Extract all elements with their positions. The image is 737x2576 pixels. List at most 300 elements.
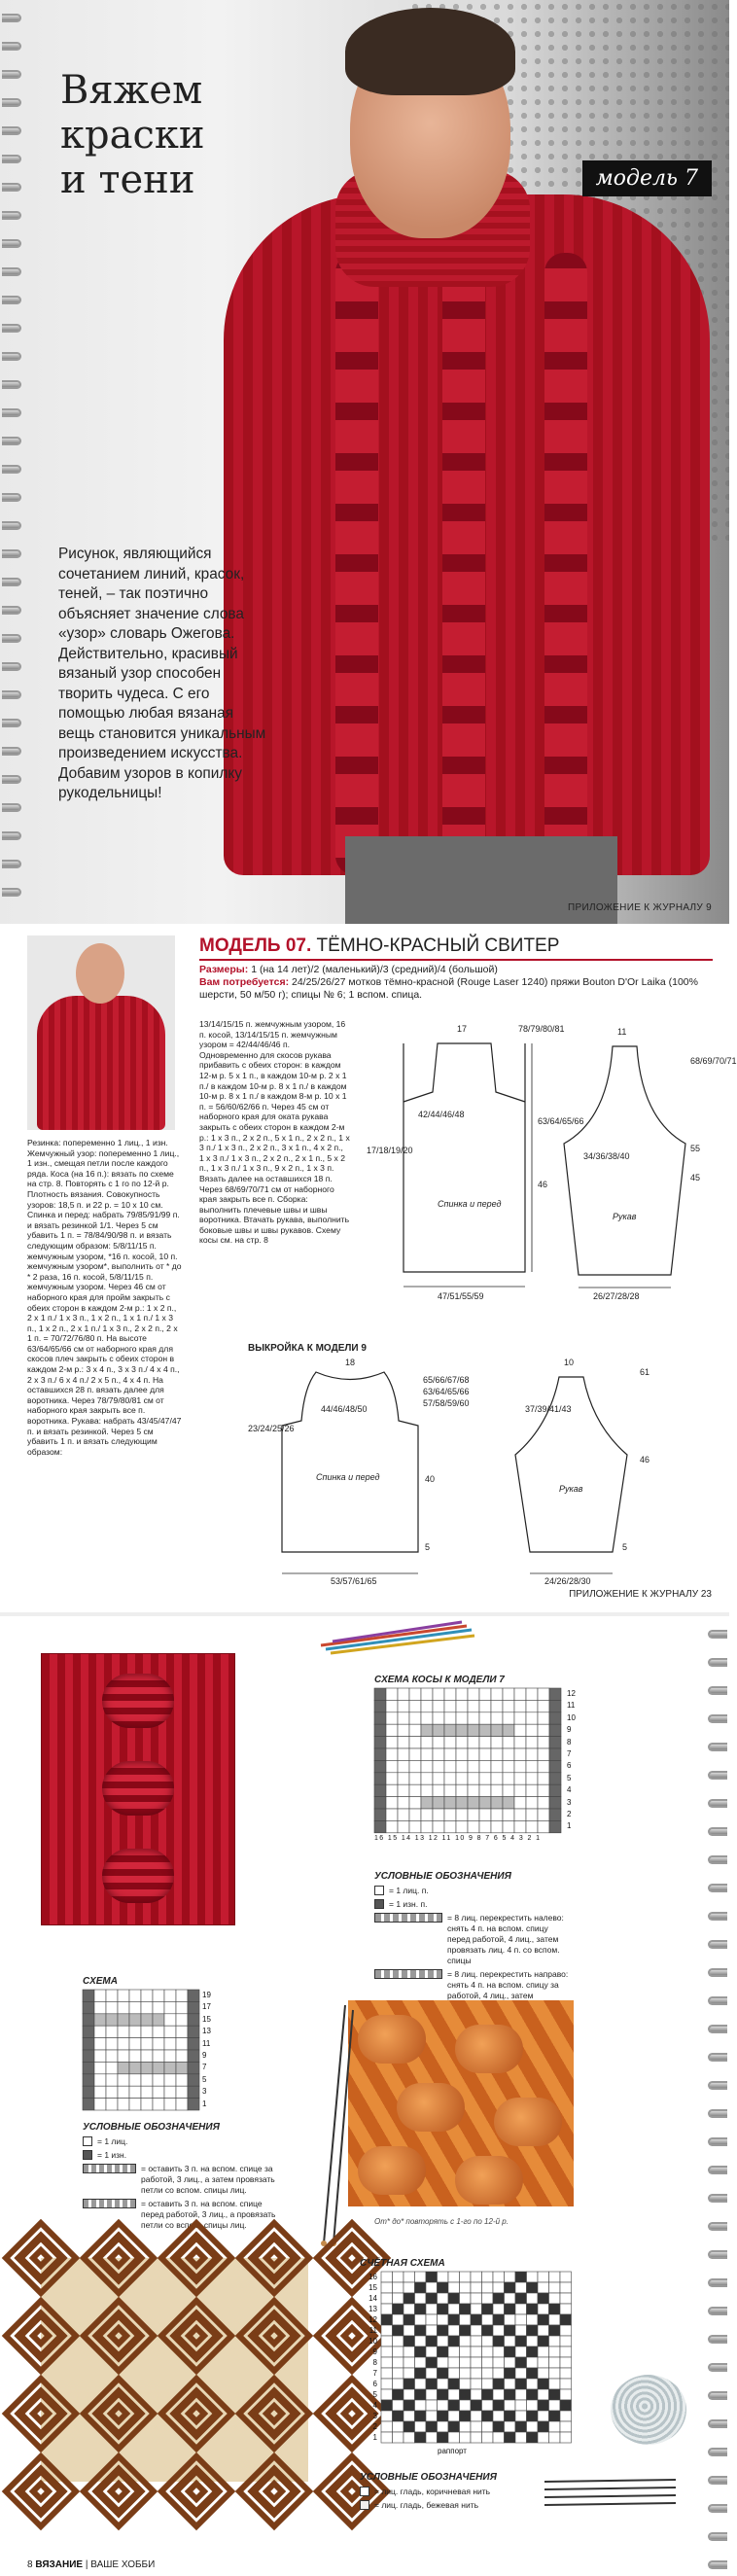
spiral-ring	[2, 860, 21, 868]
row-number: 15	[368, 2283, 377, 2292]
chart-cell	[386, 1809, 398, 1820]
schema-cell	[176, 2050, 188, 2062]
count-cell	[448, 2368, 460, 2379]
chart-cell	[514, 1712, 526, 1724]
count-cell	[426, 2432, 438, 2443]
chart-cell	[526, 1700, 538, 1711]
chart-cell	[479, 1820, 491, 1832]
count-cell	[560, 2368, 572, 2379]
diamond-shape	[19, 2314, 62, 2357]
chart-cell	[549, 1688, 561, 1700]
spiral-ring	[708, 1771, 727, 1780]
chart-cell	[468, 1737, 479, 1748]
chart-cell	[538, 1688, 549, 1700]
count-cell	[549, 2421, 561, 2432]
diamond-shape	[175, 2314, 218, 2357]
count-cell	[493, 2314, 505, 2325]
count-cell	[549, 2293, 561, 2304]
spiral-ring	[2, 831, 21, 840]
chart-cell	[503, 1700, 514, 1711]
brown-symbol	[360, 2487, 369, 2496]
diamond-shape	[175, 2237, 218, 2279]
diamond-shape	[266, 2250, 282, 2266]
chart-cell	[444, 1700, 456, 1711]
schema-cell	[188, 2050, 199, 2062]
spiral-ring	[708, 1884, 727, 1892]
chart-cell	[421, 1724, 433, 1736]
count-cell	[482, 2347, 494, 2357]
spiral-ring	[2, 239, 21, 248]
count-cell	[448, 2347, 460, 2357]
count-cell	[549, 2304, 561, 2314]
chart-cell	[526, 1797, 538, 1809]
count-cell	[515, 2432, 527, 2443]
chart-cell	[538, 1724, 549, 1736]
dpn-needles	[544, 2472, 681, 2511]
vykroyka-body	[248, 1358, 470, 1586]
count-cell	[438, 2293, 449, 2304]
row-number: 6	[372, 2380, 377, 2388]
sleeve-schematic	[554, 1027, 737, 1309]
cable-bump	[397, 2083, 465, 2132]
chart-cell	[444, 1760, 456, 1772]
chart-cell	[433, 1773, 444, 1784]
count-cell	[549, 2282, 561, 2293]
count-cell	[471, 2293, 482, 2304]
count-cell	[415, 2347, 427, 2357]
chart-cell	[549, 1712, 561, 1724]
spiral-ring	[708, 1912, 727, 1921]
legend-text: = 8 лиц. перекрестить налево: снять 4 п. на вспом. спицу перед работой, 4 лиц., затем провязать лиц. 4 п. со вспом. спицы	[447, 1913, 564, 1965]
spiral-ring	[708, 1996, 727, 2005]
count-cell	[515, 2389, 527, 2400]
chart-cell	[538, 1784, 549, 1796]
legend-title: УСЛОВНЫЕ ОБОЗНАЧЕНИЯ	[374, 1871, 511, 1882]
cross-back-symbol	[83, 2164, 136, 2173]
chart-cell	[398, 1688, 409, 1700]
count-cell	[505, 2272, 516, 2282]
count-cell	[482, 2304, 494, 2314]
count-cell	[404, 2411, 415, 2421]
diamond-shape	[189, 2406, 204, 2421]
count-cell	[404, 2432, 415, 2443]
schema-cell	[118, 2099, 129, 2110]
row-number: 13	[202, 2027, 211, 2036]
schema-cell	[176, 2086, 188, 2098]
diamond-shape	[189, 2484, 204, 2499]
chart-cell	[479, 1773, 491, 1784]
count-cell	[438, 2325, 449, 2336]
count-cell	[381, 2368, 393, 2379]
model-badge: модель 7	[582, 160, 712, 196]
count-cell	[393, 2368, 404, 2379]
spiral-ring	[2, 296, 21, 304]
spiral-ring	[708, 2419, 727, 2428]
count-cell	[393, 2282, 404, 2293]
chart-cell	[538, 1700, 549, 1711]
count-cell	[448, 2336, 460, 2347]
spiral-ring	[2, 578, 21, 586]
sizes-label: Размеры:	[199, 964, 249, 975]
chart-cell	[433, 1712, 444, 1724]
count-cell	[527, 2389, 539, 2400]
count-cell	[460, 2400, 472, 2411]
count-cell	[415, 2304, 427, 2314]
count-cell	[482, 2432, 494, 2443]
chart-cell	[503, 1820, 514, 1832]
schema-cell	[141, 2086, 153, 2098]
count-cell	[438, 2389, 449, 2400]
schema-cell	[188, 2038, 199, 2050]
cable-bump	[455, 2025, 523, 2073]
magazine-name: ВЯЗАНИЕ	[35, 2559, 84, 2570]
spiral-ring	[2, 803, 21, 812]
count-cell	[560, 2400, 572, 2411]
purl-symbol	[83, 2150, 92, 2160]
chart-cell	[514, 1737, 526, 1748]
count-cell	[527, 2357, 539, 2368]
count-cell	[482, 2368, 494, 2379]
diamond-shape	[19, 2392, 62, 2435]
vyk-dim-bottom: 53/57/61/65	[331, 1576, 377, 1586]
row-number: 3	[372, 2412, 377, 2420]
chart-cell	[538, 1809, 549, 1820]
count-cell	[493, 2368, 505, 2379]
spiral-ring	[2, 211, 21, 220]
schema-cell	[188, 2026, 199, 2037]
chart-cell	[491, 1809, 503, 1820]
count-cell	[493, 2304, 505, 2314]
count-cell	[448, 2357, 460, 2368]
count-cell	[393, 2400, 404, 2411]
spiral-binding	[704, 1616, 729, 2576]
cable-bump	[358, 2146, 426, 2195]
model-title	[199, 935, 559, 957]
schema-cell	[118, 2038, 129, 2050]
row-number: 5	[372, 2390, 377, 2399]
spiral-ring	[2, 14, 21, 22]
chart-cell	[386, 1797, 398, 1809]
schema-cell	[118, 1990, 129, 2001]
schema-cell	[153, 2074, 164, 2086]
vyk-sleeve-bottom: 24/26/28/30	[544, 1576, 591, 1586]
count-cell	[393, 2336, 404, 2347]
diamond-shape	[253, 2314, 296, 2357]
count-cell	[415, 2432, 427, 2443]
count-cell	[393, 2432, 404, 2443]
spiral-ring	[2, 493, 21, 502]
count-cell	[460, 2293, 472, 2304]
legend-item	[374, 1886, 569, 1896]
chart-cell	[491, 1712, 503, 1724]
count-cell	[415, 2400, 427, 2411]
chart-cell	[409, 1737, 421, 1748]
spiral-ring	[2, 42, 21, 51]
chart-cell	[374, 1748, 386, 1760]
spiral-ring	[708, 2137, 727, 2146]
count-cell	[381, 2293, 393, 2304]
diamond-shape	[97, 2392, 140, 2435]
row-number: 9	[567, 1725, 572, 1735]
count-cell	[393, 2325, 404, 2336]
legend-item	[83, 2150, 277, 2161]
schema-cell	[129, 2074, 141, 2086]
schema-cell	[141, 2038, 153, 2050]
chart-cell	[491, 1688, 503, 1700]
chart-cell	[479, 1724, 491, 1736]
diamond-shape	[266, 2484, 282, 2499]
count-cell	[471, 2304, 482, 2314]
count-cell	[381, 2432, 393, 2443]
schema-cell	[176, 1990, 188, 2001]
schema-cell	[94, 2074, 106, 2086]
legend-text: = 1 лиц. п.	[389, 1886, 429, 1895]
chart-cell	[514, 1700, 526, 1711]
legend-text: = лиц. гладь, коричневая нить	[374, 2487, 491, 2496]
chart-cell	[514, 1688, 526, 1700]
dim-bottom: 47/51/55/59	[438, 1291, 484, 1301]
count-cell	[482, 2400, 494, 2411]
count-cell	[460, 2411, 472, 2421]
count-cell	[448, 2411, 460, 2421]
count-cell	[515, 2314, 527, 2325]
page-footer: ПРИЛОЖЕНИЕ К ЖУРНАЛУ 23	[569, 1589, 712, 1600]
count-cell	[471, 2389, 482, 2400]
count-cell	[426, 2389, 438, 2400]
count-cell	[471, 2347, 482, 2357]
model-hair	[345, 8, 515, 95]
chart-cell	[456, 1712, 468, 1724]
legend-text: = оставить 3 п. на вспом. спице за работой, 3 лиц., а затем провязать петли со вспом. спицы лиц.	[141, 2164, 275, 2195]
count-cell	[448, 2379, 460, 2389]
legend-title: УСЛОВНЫЕ ОБОЗНАЧЕНИЯ	[83, 2122, 220, 2133]
spiral-ring	[708, 1940, 727, 1949]
row-number: 1	[372, 2433, 377, 2442]
schema-cell	[83, 2062, 94, 2073]
vyk-sleeve-width: 37/39/41/43	[525, 1404, 572, 1414]
diamond-shape	[253, 2470, 296, 2513]
cable-chart	[374, 1688, 576, 1863]
count-cell	[460, 2389, 472, 2400]
spiral-ring	[708, 1968, 727, 1977]
chart-cell	[526, 1820, 538, 1832]
schema-cell	[106, 2001, 118, 2013]
dim-sleeve-h2: 45	[690, 1173, 701, 1182]
count-cell	[527, 2347, 539, 2357]
count-cell	[448, 2432, 460, 2443]
count-cell	[538, 2389, 549, 2400]
legend-text: = 1 изн. п.	[389, 1899, 428, 1909]
count-cell	[404, 2357, 415, 2368]
spiral-ring	[2, 380, 21, 389]
spiral-ring	[2, 155, 21, 163]
vyk-body-label: Спинка и перед	[316, 1472, 380, 1482]
legend-item	[83, 2164, 277, 2196]
chart-cell	[503, 1809, 514, 1820]
chart-cell	[444, 1748, 456, 1760]
dim-armhole: 63/64/65/66	[538, 1116, 584, 1126]
schema-cell	[118, 2062, 129, 2073]
count-cell	[560, 2325, 572, 2336]
schema-cell	[94, 2026, 106, 2037]
sweater-thumbnail	[37, 996, 165, 1130]
pattern-section	[0, 932, 737, 1612]
count-cell	[505, 2357, 516, 2368]
row-number: 2	[567, 1810, 572, 1819]
schema-cell	[141, 2050, 153, 2062]
chart-cell	[433, 1737, 444, 1748]
count-cell	[493, 2282, 505, 2293]
cable-col-numbers: 16 15 14 13 12 11 10 9 8 7 6 5 4 3 2 1	[374, 1835, 542, 1842]
chart-cell	[526, 1688, 538, 1700]
diamond-pattern-swatch	[41, 2258, 308, 2482]
chart-cell	[456, 1784, 468, 1796]
spiral-ring	[2, 888, 21, 897]
count-cell	[404, 2282, 415, 2293]
chart-cell	[409, 1784, 421, 1796]
count-cell	[415, 2325, 427, 2336]
count-cell	[482, 2379, 494, 2389]
row-number: 2	[372, 2422, 377, 2431]
chart-cell	[468, 1712, 479, 1724]
count-cell	[549, 2336, 561, 2347]
chart-cell	[538, 1748, 549, 1760]
chart-cell	[526, 1784, 538, 1796]
schema-cell	[106, 1990, 118, 2001]
chart-cell	[491, 1748, 503, 1760]
count-cell	[538, 2432, 549, 2443]
row-number: 6	[567, 1761, 572, 1771]
row-number: 3	[202, 2087, 207, 2097]
spiral-ring	[2, 437, 21, 445]
count-cell	[549, 2411, 561, 2421]
schema-cell	[83, 2050, 94, 2062]
chart-cell	[468, 1700, 479, 1711]
row-number: 7	[372, 2369, 377, 2378]
schema-cell	[153, 2038, 164, 2050]
count-cell	[527, 2282, 539, 2293]
schema-cell	[164, 2062, 176, 2073]
cross-left-symbol	[374, 1913, 442, 1923]
count-cell	[438, 2347, 449, 2357]
schema-cell	[118, 2086, 129, 2098]
spiral-ring	[708, 2025, 727, 2033]
count-cell	[381, 2314, 393, 2325]
dim-sleeve-side: 68/69/70/71	[690, 1056, 737, 1066]
dim-sleeve-top: 11	[617, 1027, 627, 1037]
spiral-ring	[708, 2307, 727, 2315]
schema-cell	[153, 2086, 164, 2098]
body-outline	[365, 1024, 540, 1306]
chart-cell	[421, 1700, 433, 1711]
count-cell	[381, 2336, 393, 2347]
spiral-ring	[708, 2504, 727, 2513]
body-schematic	[365, 1024, 584, 1306]
small-row-numbers	[202, 1990, 211, 2110]
chart-cell	[526, 1760, 538, 1772]
spiral-ring	[2, 183, 21, 192]
cable-bump	[494, 2098, 562, 2146]
schema-cell	[106, 2086, 118, 2098]
chart-cell	[549, 1748, 561, 1760]
count-cell	[515, 2347, 527, 2357]
cable-twist	[102, 1761, 174, 1816]
chart-cell	[479, 1712, 491, 1724]
chart-cell	[514, 1748, 526, 1760]
schema-cell	[141, 2014, 153, 2026]
schema-cell	[94, 2099, 106, 2110]
chart-cell	[491, 1820, 503, 1832]
cable-row-numbers	[567, 1688, 576, 1833]
row-number: 10	[368, 2337, 377, 2346]
schema-cell	[129, 2026, 141, 2037]
chart-cell	[468, 1784, 479, 1796]
count-cell	[515, 2293, 527, 2304]
count-cell	[538, 2411, 549, 2421]
vyk-dim-top: 18	[345, 1358, 356, 1367]
chart-cell	[421, 1809, 433, 1820]
chart-cell	[456, 1760, 468, 1772]
schema-cell	[153, 2026, 164, 2037]
count-cell	[505, 2411, 516, 2421]
count-cell	[549, 2347, 561, 2357]
schema-cell	[141, 2026, 153, 2037]
schema-cell	[153, 2062, 164, 2073]
count-cell	[404, 2389, 415, 2400]
sleeve-outline	[554, 1027, 700, 1309]
count-cell	[426, 2400, 438, 2411]
count-cell	[482, 2314, 494, 2325]
diamond-shape	[111, 2484, 126, 2499]
count-cell	[527, 2400, 539, 2411]
chart-cell	[514, 1724, 526, 1736]
count-cell	[505, 2304, 516, 2314]
count-cell	[515, 2336, 527, 2347]
count-cell	[493, 2293, 505, 2304]
schema-cell	[94, 2086, 106, 2098]
count-cell	[493, 2411, 505, 2421]
row-number: 5	[202, 2074, 207, 2084]
chart-cell	[386, 1773, 398, 1784]
chart-cell	[456, 1773, 468, 1784]
count-cell	[426, 2282, 438, 2293]
count-cell	[505, 2325, 516, 2336]
cable-twist	[102, 1674, 174, 1728]
thumbnail-face	[76, 943, 124, 1004]
schema-cell	[83, 2026, 94, 2037]
row-number: 7	[567, 1749, 572, 1759]
count-cell	[538, 2400, 549, 2411]
spiral-ring	[708, 2448, 727, 2456]
chart-cell	[503, 1797, 514, 1809]
schema-cell	[118, 2001, 129, 2013]
count-cell	[471, 2336, 482, 2347]
chart-cell	[421, 1784, 433, 1796]
chart-cell	[421, 1820, 433, 1832]
chart-cell	[374, 1797, 386, 1809]
count-cell	[381, 2411, 393, 2421]
count-cell	[482, 2325, 494, 2336]
cross-front-symbol	[83, 2199, 136, 2208]
schema-cell	[164, 2001, 176, 2013]
legend-title: УСЛОВНЫЕ ОБОЗНАЧЕНИЯ	[360, 2472, 497, 2483]
schema-cell	[83, 2001, 94, 2013]
count-cell	[538, 2421, 549, 2432]
count-cell	[438, 2314, 449, 2325]
schema-cell	[188, 2014, 199, 2026]
count-cell	[404, 2293, 415, 2304]
count-cell	[482, 2282, 494, 2293]
